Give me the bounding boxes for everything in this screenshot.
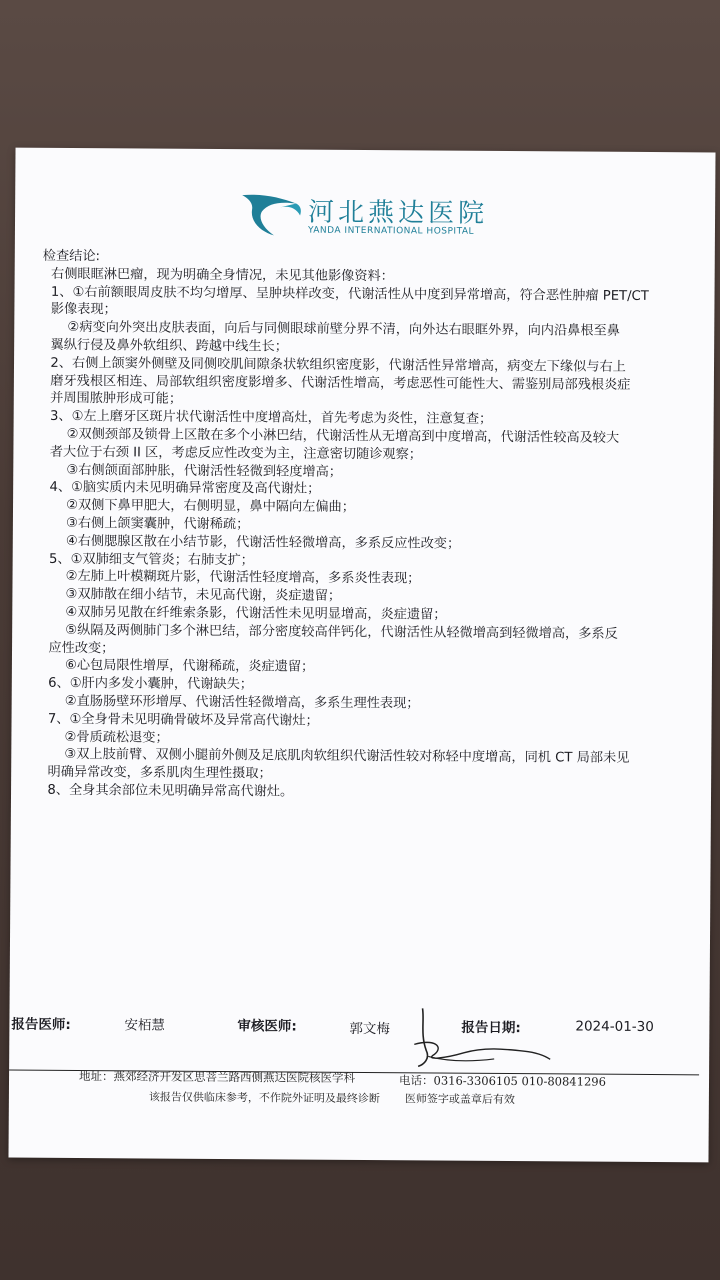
report-line: 明确异常改变，多系肌肉生理性摄取； bbox=[39, 764, 272, 782]
report-line: 影像表现； bbox=[42, 302, 117, 318]
report-line: ③双上肢前臂、双侧小腿前外侧及足底肌肉软组织代谢活性较对称轻中度增高，同机 CT 局部未见 bbox=[39, 747, 630, 767]
report-date: 2024-01-30 bbox=[575, 1018, 654, 1036]
report-line: ②骨质疏松退变； bbox=[39, 729, 169, 746]
report-line: 5、①双肺细支气管炎；右肺支扩； bbox=[40, 551, 254, 568]
report-line: ②双侧颈部及锁骨上区散在多个小淋巴结，代谢活性从无增高到中度增高，代谢活性较高及较大 bbox=[41, 426, 620, 446]
report-line: 6、①肝内多发小囊肿，代谢缺失； bbox=[39, 675, 254, 693]
report-line: ④右侧腮腺区散在小结节影，代谢活性轻微增高，多系反应性改变； bbox=[40, 533, 461, 552]
report-line: ③右侧颌面部肿胀，代谢活性轻微到轻度增高； bbox=[41, 462, 343, 480]
report-line: 者大位于右颈 II 区，考虑反应性改变为主，注意密切随诊观察； bbox=[41, 444, 423, 463]
report-line: ②直肠肠壁环形增厚、代谢活性轻微增高，多系生理性表现； bbox=[39, 693, 420, 712]
report-line: ⑥心包局限性增厚，代谢稀疏，炎症遗留； bbox=[39, 658, 315, 675]
reporter-name: 安栢慧 bbox=[124, 1017, 165, 1034]
report-line: ②病变向外突出皮肤表面，向后与同侧眼球前壁分界不清，向外达右眼眶外界，向内沿鼻根至鼻 bbox=[42, 319, 620, 339]
report-line: 1、①右前额眼周皮肤不均匀增厚、呈肿块样改变，代谢活性从中度到异常增高，符合恶性肿瘤 PET/CT bbox=[42, 284, 649, 304]
report-line: 右侧眼眶淋巴瘤，现为明确全身情况，未见其他影像资料： bbox=[42, 266, 394, 285]
hospital-name-cn: 河北燕达医院 bbox=[307, 197, 489, 229]
report-paper bbox=[8, 148, 715, 1163]
report-line: ⑤纵隔及两侧肺门多个淋巴结，部分密度较高伴钙化，代谢活性从轻微增高到轻微增高，多系反 bbox=[40, 622, 618, 642]
report-line: ②左肺上叶模糊斑片影，代谢活性轻度增高，多系炎性表现； bbox=[40, 569, 421, 587]
reviewer-name: 郭文梅 bbox=[349, 1020, 390, 1038]
bird-logo-icon bbox=[240, 189, 304, 241]
report-line: 翼纵行侵及鼻外软组织、跨越中线生长； bbox=[42, 337, 288, 355]
hospital-logo bbox=[240, 189, 520, 251]
reporter-label: 报告医师: bbox=[11, 1016, 71, 1033]
disclaimer-text: 该报告仅供临床参考，不作院外证明及最终诊断 bbox=[148, 1090, 380, 1106]
report-line: ③双肺散在细小结节，未见高代谢，炎症遗留； bbox=[40, 586, 342, 604]
report-line: 应性改变； bbox=[39, 640, 115, 656]
report-line: 3、①左上磨牙区斑片状代谢活性中度增高灶，首先考虑为炎性，注意复查； bbox=[41, 408, 493, 428]
report-line: 并周围脓肿形成可能； bbox=[41, 391, 183, 408]
handwritten-signature bbox=[404, 1000, 555, 1081]
hospital-name-en: YANDA INTERNATIONAL HOSPITAL bbox=[307, 225, 475, 237]
date-label: 报告日期: bbox=[461, 1019, 521, 1037]
report-line: 7、①全身骨未见明确骨破坏及异常高代谢灶； bbox=[39, 711, 319, 729]
report-line: 8、全身其余部位未见明确异常高代谢灶。 bbox=[38, 782, 294, 800]
signature-validity-note: 医师签字或盖章后有效 bbox=[404, 1092, 515, 1107]
report-line: ③右侧上颌窦囊肿，代谢稀疏； bbox=[40, 515, 250, 533]
report-line: 2、右侧上颌窦外侧壁及同侧咬肌间隙条状软组织密度影，代谢活性异常增高，病变左下缘似与右上 bbox=[41, 355, 626, 375]
hospital-address: 地址：燕郊经济开发区思菩兰路西侧燕达医院核医学科 bbox=[79, 1069, 356, 1085]
report-line: 检查结论: bbox=[42, 248, 101, 265]
report-line: 磨牙残根区相连、局部软组织密度影增多、代谢活性增高，考虑恶性可能性大、需鉴别局部残根炎症 bbox=[41, 373, 631, 393]
report-line: ②双侧下鼻甲肥大，右侧明显，鼻中隔向左偏曲； bbox=[40, 497, 356, 516]
report-conclusion bbox=[39, 248, 703, 804]
reviewer-label: 审核医师: bbox=[237, 1018, 297, 1035]
report-line: ④双肺另见散在纤维索条影，代谢活性未见明显增高，炎症遗留； bbox=[40, 604, 447, 623]
report-line: 4、①脑实质内未见明确异常密度及高代谢灶； bbox=[41, 480, 321, 498]
hospital-phone: 电话：0316-3306105 010-80841296 bbox=[398, 1073, 606, 1089]
